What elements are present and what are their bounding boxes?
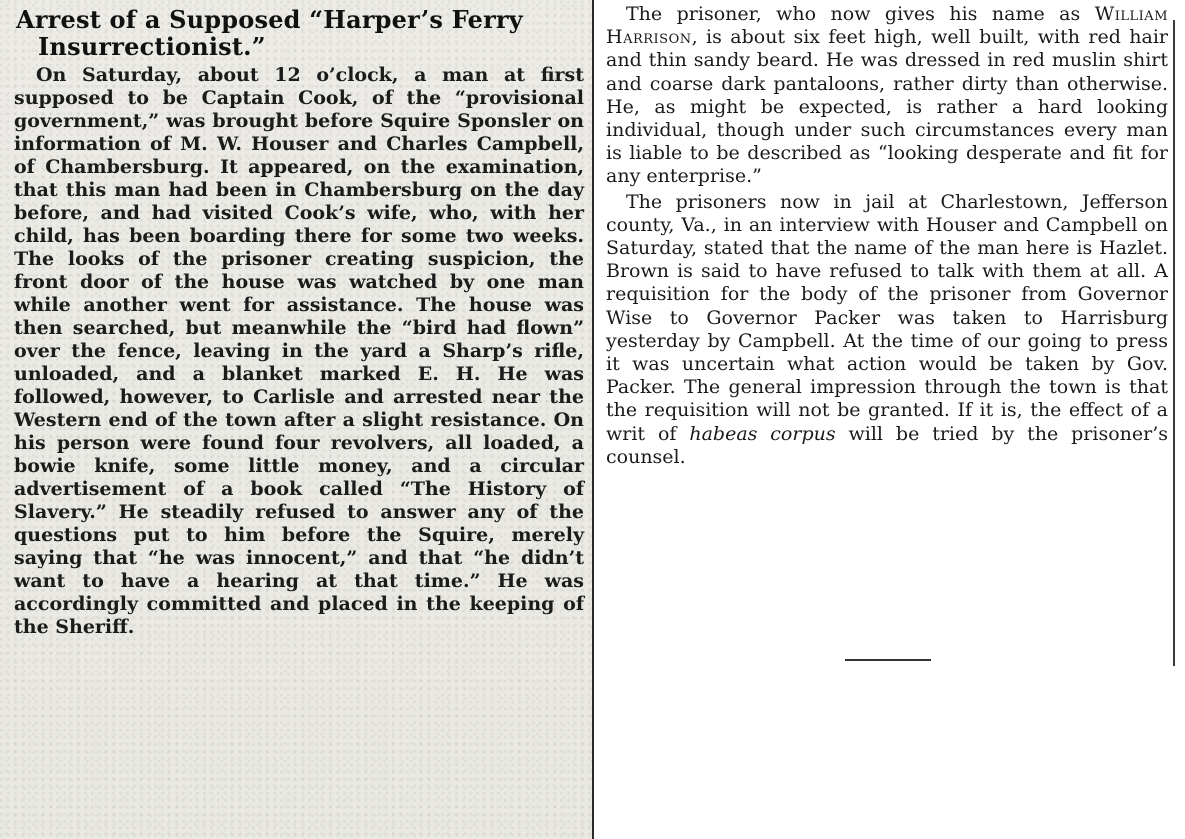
column-divider (592, 0, 594, 839)
habeas-corpus-term: habeas corpus (689, 422, 836, 445)
paragraph-requisition-start: The prisoners now in jail at Charlestown, Jefferson county, Va., in an interview with Houser and Campbell on Saturday, stated that the name of the man here is Hazlet. Brown is said to have refused to talk with them at all. A requisition for the body of the prisoner from Governor Wise to Governor Packer was taken to Harrisburg yesterday by Campbell. At the time of our going to press it was uncertain what action would be taken by Gov. Packer. The general impression through the town is that the requisition will not be granted. If it is, the effect of a writ of (606, 190, 1168, 445)
right-border-rule (1173, 20, 1175, 666)
prisoner-name: William Harrison (606, 3, 1168, 49)
article-end-rule (845, 659, 931, 661)
article-headline (14, 6, 584, 60)
paragraph-arrest: On Saturday, about 12 o’clock, a man at first supposed to be Captain Cook, of the “provisional government,” was brought before Squire Sponsler on information of M. W. Houser and Charles Campbell, of Chambersburg. It appeared, on the examination, that this man had been in Chambersburg on the day before, and had visited Cook’s wife, who, with her child, has been boarding there for some two weeks. The looks of the prisoner creating suspicion, the front door of the house was watched by one man while another went for assistance. The house was then searched, but meanwhile the “bird had flown” over the fence, leaving in the yard a Sharp’s rifle, unloaded, and a blanket marked E. H. He was followed, however, to Carlisle and arrested near the Western end of the town after a slight resistance. On his person were found four revolvers, all loaded, a bowie knife, some little money, and a circular advertisement of a book called “The History of Slavery.” He steadily refused to answer any of the questions put to him before the Squire, merely saying that “he was innocent,” and that “he didn’t want to have a hearing at that time.” He was accordingly committed and placed in the keeping of the Sheriff. (14, 64, 584, 638)
left-column (0, 0, 592, 839)
paragraph-description-rest: , is about six feet high, well built, with red hair and thin sandy beard. He was dressed in red muslin shirt and coarse dark pantaloons, rather dirty than otherwise. He, as might be expected, is rather a hard looking individual, though under such circumstances every man is liable to be described as “looking desperate and fit for any enterprise.” (606, 26, 1168, 188)
paragraph-requisition-end: will be tried by the prisoner’s counsel. (606, 422, 1169, 468)
paragraph-description-start: The prisoner, who now gives his name as (626, 3, 1095, 25)
headline-line-2: Insurrectionist.” (38, 32, 266, 61)
paragraph-description (606, 3, 1168, 189)
right-column (600, 0, 1172, 839)
headline-line-1: Arrest of a Supposed “Harper’s Ferry (16, 5, 523, 34)
paragraph-requisition (606, 191, 1168, 469)
